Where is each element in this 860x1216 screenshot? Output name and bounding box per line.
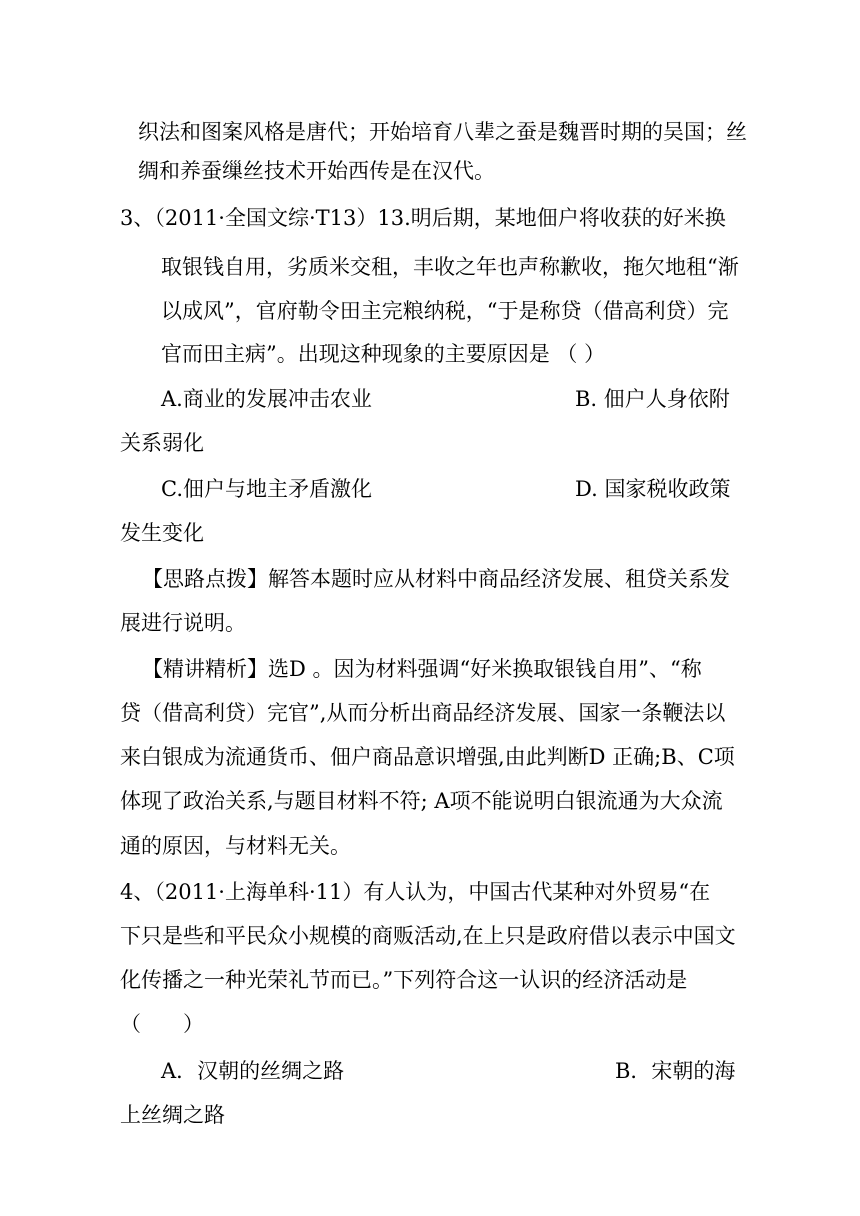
option-b: B. 佃户人身依附 [575, 387, 730, 411]
text-line: 通的原因，与材料无关。 [120, 834, 351, 858]
text-line: 展进行说明。 [120, 611, 246, 635]
text-line: 取银钱自用，劣质米交租，丰收之年也声称歉收，拖欠地租“渐 [161, 255, 739, 279]
option-a: A.商业的发展冲击农业 [161, 387, 372, 411]
text-line: 体现了政治关系,与题目材料不符; A项不能说明白银流通为大众流 [120, 789, 723, 813]
answer-blank: （ ） [120, 1012, 204, 1036]
option-c: C.佃户与地主矛盾激化 [161, 477, 372, 501]
option-a: A．汉朝的丝绸之路 [161, 1059, 345, 1083]
option-d: D. 国家税收政策 [575, 477, 731, 501]
text-line: 上丝绸之路 [120, 1103, 225, 1127]
text-line: 发生变化 [120, 521, 204, 545]
hint-paragraph: 【思路点拨】解答本题时应从材料中商品经济发展、租贷关系发 [142, 567, 730, 591]
text-line: 官而田主病”。出现这种现象的主要原因是 （ ） [161, 342, 606, 366]
question-4-header: 4、（2011·上海单科·11）有人认为，中国古代某种对外贸易“在 [120, 880, 711, 904]
text-line: 贷（借高利贷）完官”,从而分析出商品经济发展、国家一条鞭法以 [120, 701, 726, 725]
text-line: 织法和图案风格是唐代；开始培育八辈之蚕是魏晋时期的吴国；丝 [138, 120, 747, 144]
question-3-header: 3、（2011·全国文综·T13）13.明后期，某地佃户将收获的好米换 [120, 206, 726, 230]
text-line: 以成风”，官府勒令田主完粮纳税，“于是称贷（借高利贷）完 [161, 299, 729, 323]
text-line: 下只是些和平民众小规模的商贩活动,在上只是政府借以表示中国文 [120, 924, 736, 948]
text-line: 绸和养蚕缫丝技术开始西传是在汉代。 [138, 159, 495, 183]
text-line: 来白银成为流通货币、佃户商品意识增强,由此判断D 正确;B、C项 [120, 745, 735, 769]
analysis-paragraph: 【精讲精析】选D 。因为材料强调“好米换取银钱自用”、“称 [142, 657, 702, 681]
text-line: 化传播之一种光荣礼节而已。”下列符合这一认识的经济活动是 [120, 968, 688, 992]
text-line: 关系弱化 [120, 431, 204, 455]
option-b: B．宋朝的海 [615, 1059, 736, 1083]
